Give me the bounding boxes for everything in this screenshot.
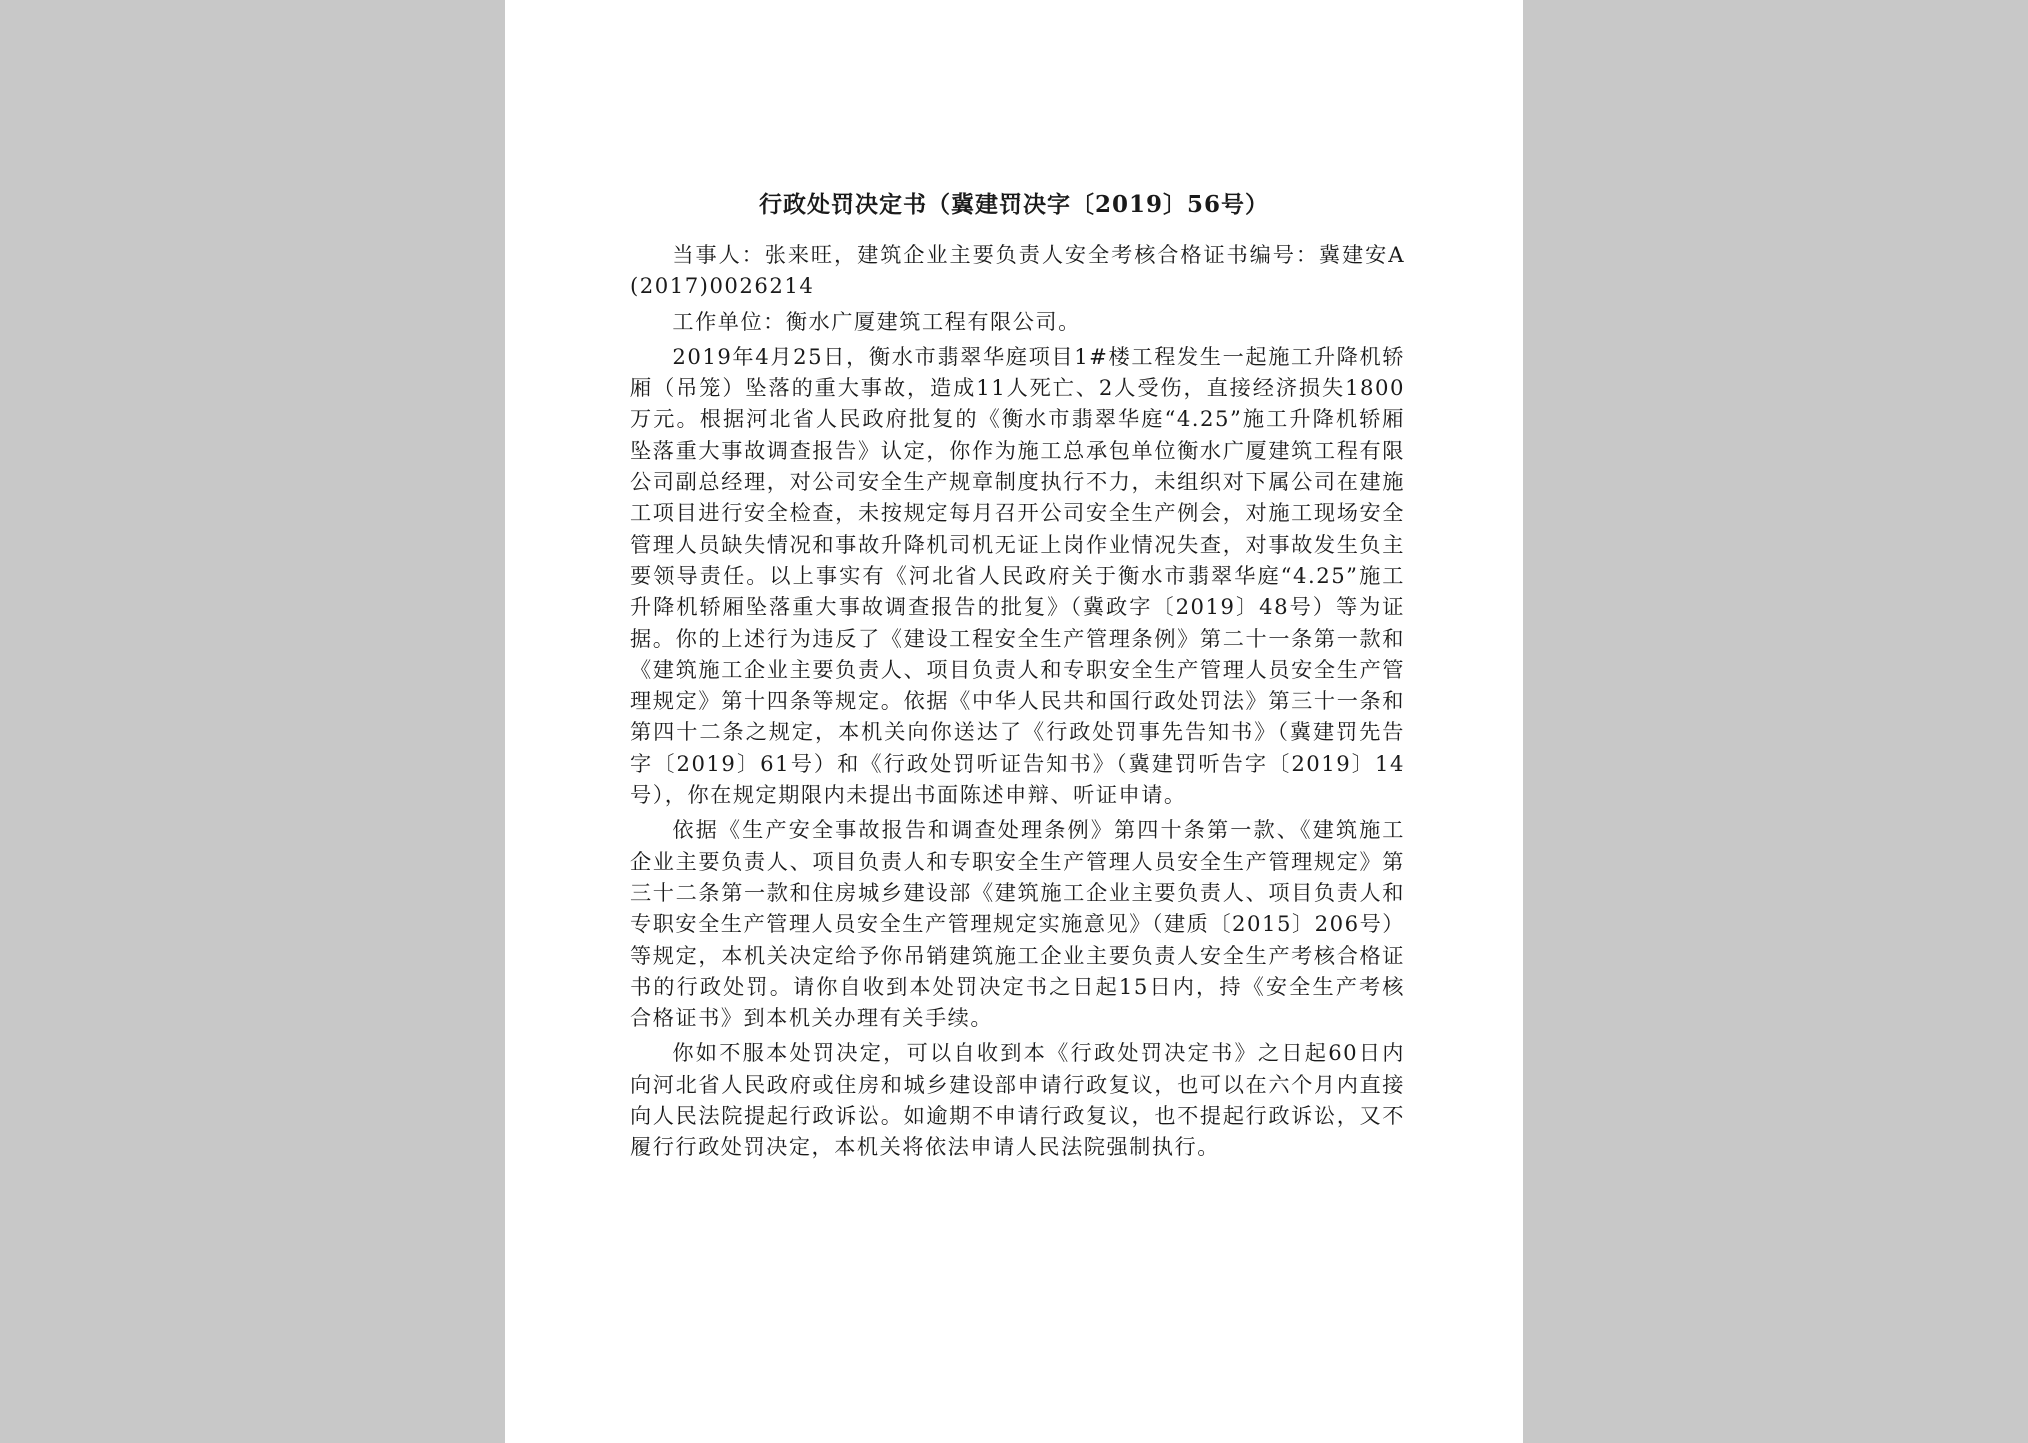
- decision-paragraph: 依据《生产安全事故报告和调查处理条例》第四十条第一款、《建筑施工企业主要负责人、项目负责人和专职安全生产管理人员安全生产管理规定》第三十二条第一款和住房城乡建设部《建筑施工企业主要负责人、项目负责人和专职安全生产管理人员安全生产管理规定实施意见》（建质〔2015〕206号）等规定，本机关决定给予你吊销建筑施工企业主要负责人安全生产考核合格证书的行政处罚。请你自收到本处罚决定书之日起15日内，持《安全生产考核合格证书》到本机关办理有关手续。: [630, 817, 1405, 1031]
- document-page: [505, 0, 1523, 1443]
- document-body: [630, 239, 1405, 1167]
- employer-paragraph: 工作单位：衡水广厦建筑工程有限公司。: [672, 308, 1081, 334]
- appeal-paragraph: 你如不服本处罚决定，可以自收到本《行政处罚决定书》之日起60日内向河北省人民政府或住房和城乡建设部申请行政复议，也可以在六个月内直接向人民法院提起行政诉讼。如逾期不申请行政复议，也不提起行政诉讼，又不履行行政处罚决定，本机关将依法申请人民法院强制执行。: [630, 1040, 1405, 1160]
- facts-paragraph: 2019年4月25日，衡水市翡翠华庭项目1#楼工程发生一起施工升降机轿厢（吊笼）坠落的重大事故，造成11人死亡、2人受伤，直接经济损失1800万元。根据河北省人民政府批复的《衡水市翡翠华庭“4.25”施工升降机轿厢坠落重大事故调查报告》认定，你作为施工总承包单位衡水广厦建筑工程有限公司副总经理，对公司安全生产规章制度执行不力，未组织对下属公司在建施工项目进行安全检查，未按规定每月召开公司安全生产例会，对施工现场安全管理人员缺失情况和事故升降机司机无证上岗作业情况失查，对事故发生负主要领导责任。以上事实有《河北省人民政府关于衡水市翡翠华庭“4.25”施工升降机轿厢坠落重大事故调查报告的批复》（冀政字〔2019〕48号）等为证据。你的上述行为违反了《建设工程安全生产管理条例》第二十一条第一款和《建筑施工企业主要负责人、项目负责人和专职安全生产管理人员安全生产管理规定》第十四条等规定。依据《中华人民共和国行政处罚法》第三十一条和第四十二条之规定，本机关向你送达了《行政处罚事先告知书》（冀建罚先告字〔2019〕61号）和《行政处罚听证告知书》（冀建罚听告字〔2019〕14号），你在规定期限内未提出书面陈述申辩、听证申请。: [630, 343, 1405, 808]
- document-title: 行政处罚决定书（冀建罚决字〔2019〕56号）: [758, 191, 1270, 218]
- party-paragraph: 当事人：张来旺，建筑企业主要负责人安全考核合格证书编号：冀建安A(2017)0026214: [630, 242, 1405, 299]
